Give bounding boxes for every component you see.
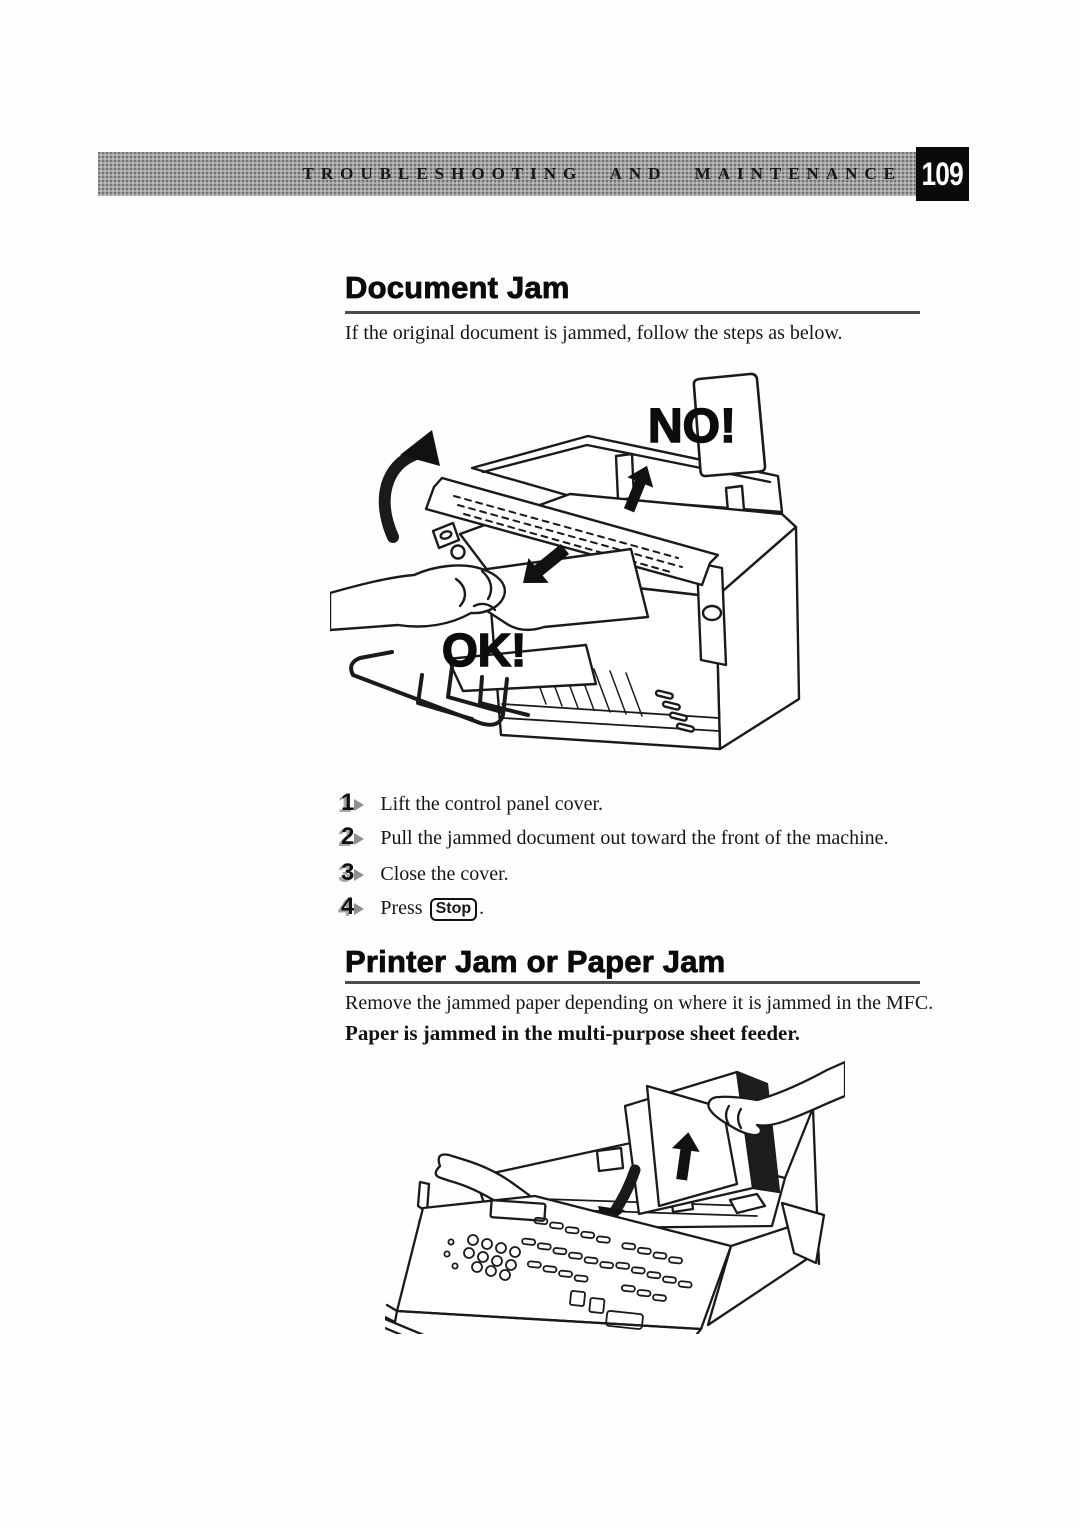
chapter-header-bar <box>98 152 916 196</box>
page-number-badge <box>916 147 969 201</box>
document-jam-heading: Document Jam <box>345 270 570 305</box>
hand-illustration <box>708 1062 845 1135</box>
step-item <box>341 859 961 886</box>
fax-machine-paper-jam-illustration <box>385 1056 845 1334</box>
lift-panel-arrow-icon <box>385 430 440 537</box>
no-label: NO! <box>648 400 736 453</box>
step-number: 2 <box>341 823 355 850</box>
document-jam-steps <box>341 789 961 930</box>
printer-jam-intro: Remove the jammed paper depending on where it is jammed in the MFC. <box>345 992 934 1014</box>
step-arrow-icon <box>354 833 364 845</box>
stop-key: Stop <box>430 898 478 921</box>
paper-jam-figure <box>385 1056 845 1334</box>
step-number: 4 <box>341 893 355 920</box>
step-arrow-icon <box>354 903 364 915</box>
step-arrow-icon <box>354 799 364 811</box>
printer-jam-subheading: Paper is jammed in the multi-purpose sheet feeder. <box>345 1021 800 1045</box>
heading-rule <box>345 311 920 314</box>
document-jam-intro: If the original document is jammed, follow the steps as below. <box>345 322 843 344</box>
step-text: Lift the control panel cover. <box>380 793 604 815</box>
step-arrow-icon <box>354 869 364 881</box>
page-number: 109 <box>921 155 964 192</box>
step-text: Close the cover. <box>380 863 509 885</box>
step-text-suffix: . <box>479 897 485 919</box>
document-jam-figure <box>330 366 840 771</box>
step-item <box>341 893 961 920</box>
step-number: 3 <box>341 859 355 886</box>
fax-machine-document-jam-illustration <box>330 366 840 771</box>
step-text <box>380 897 484 922</box>
hand-illustration <box>330 565 505 630</box>
step-number: 1 <box>341 789 355 816</box>
chapter-title: TROUBLESHOOTING AND MAINTENANCE <box>302 164 902 183</box>
ok-label: OK! <box>442 624 527 676</box>
printer-jam-heading: Printer Jam or Paper Jam <box>345 944 726 979</box>
heading-rule <box>345 981 920 984</box>
step-text: Pull the jammed document out toward the front of the machine. <box>380 827 889 849</box>
step-item <box>341 789 961 816</box>
step-text-prefix: Press <box>380 897 423 919</box>
step-item <box>341 823 961 850</box>
